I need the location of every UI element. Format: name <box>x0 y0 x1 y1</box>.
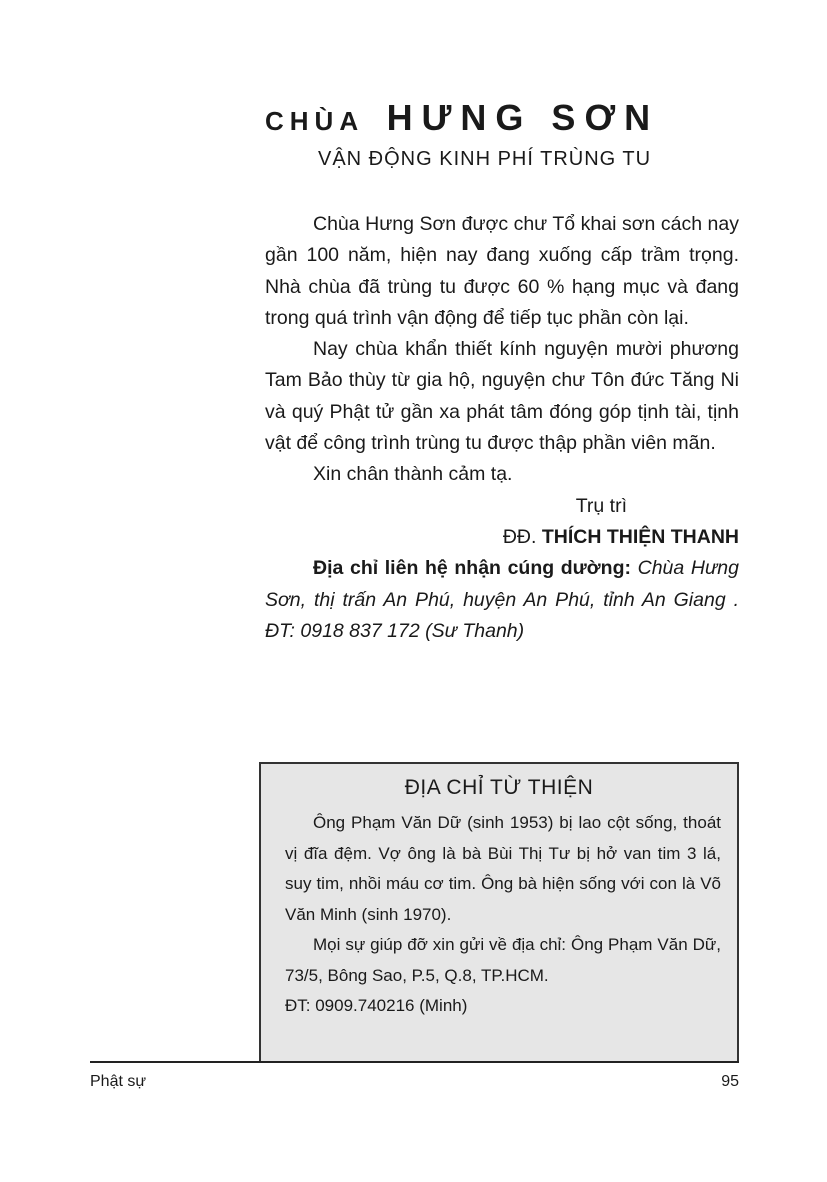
charity-paragraph: Ông Phạm Văn Dữ (sinh 1953) bị lao cột sống, thoát vị đĩa đệm. Vợ ông là bà Bùi Thị Tư bị hở van tim 3 lá, suy tim, nhồi máu cơ tim. Ông bà hiện sống với con là Võ Văn Minh (sinh 1970). <box>285 813 721 924</box>
footer-divider <box>90 1061 739 1063</box>
article-body <box>265 209 739 647</box>
footer-magazine-name: Phật sự <box>90 1073 147 1090</box>
contact-address: Chùa Hưng Sơn, thị trấn An Phú, huyện An Phú, tỉnh An Giang . ĐT: 0918 837 172 (Sư Thanh) <box>265 557 739 642</box>
charity-phone: ĐT: 0909.740216 (Minh) <box>285 996 468 1015</box>
article-subtitle: VẬN ĐỘNG KINH PHÍ TRÙNG TU <box>318 148 652 170</box>
title-word-chua: CHÙA <box>265 106 365 136</box>
body-paragraph: Nay chùa khẩn thiết kính nguyện mười phương Tam Bảo thùy từ gia hộ, nguyện chư Tôn đức Tăng Ni và quý Phật tử gần xa phát tâm đóng góp tịnh tài, tịnh vật để công trình trùng tu được thập phần viên mãn. <box>265 338 739 455</box>
contact-info <box>265 553 739 647</box>
charity-box-body <box>285 808 721 1022</box>
article-title <box>265 97 739 138</box>
title-temple-name: HƯNG SƠN <box>386 97 660 138</box>
body-paragraph: Chùa Hưng Sơn được chư Tổ khai sơn cách nay gần 100 năm, hiện nay đang xuống cấp trầm trọng. Nhà chùa đã trùng tu được 60 % hạng mục và đang trong quá trình vận động để tiếp tục phần còn lại. <box>265 213 739 329</box>
charity-paragraph: Mọi sự giúp đỡ xin gửi về địa chỉ: Ông Phạm Văn Dữ, 73/5, Bông Sao, P.5, Q.8, TP.HCM. <box>285 935 721 985</box>
charity-box <box>259 762 739 1063</box>
footer-page-number: 95 <box>721 1073 739 1090</box>
signature-role: Trụ trì <box>575 494 627 517</box>
signature-name: THÍCH THIỆN THANH <box>541 525 739 548</box>
signature-line <box>265 522 739 553</box>
signature-prefix: ĐĐ. <box>502 525 537 548</box>
body-paragraph: Xin chân thành cảm tạ. <box>313 463 513 486</box>
contact-label: Địa chỉ liên hệ nhận cúng dường: <box>313 557 631 580</box>
charity-box-title: ĐỊA CHỈ TỪ THIỆN <box>404 776 594 799</box>
